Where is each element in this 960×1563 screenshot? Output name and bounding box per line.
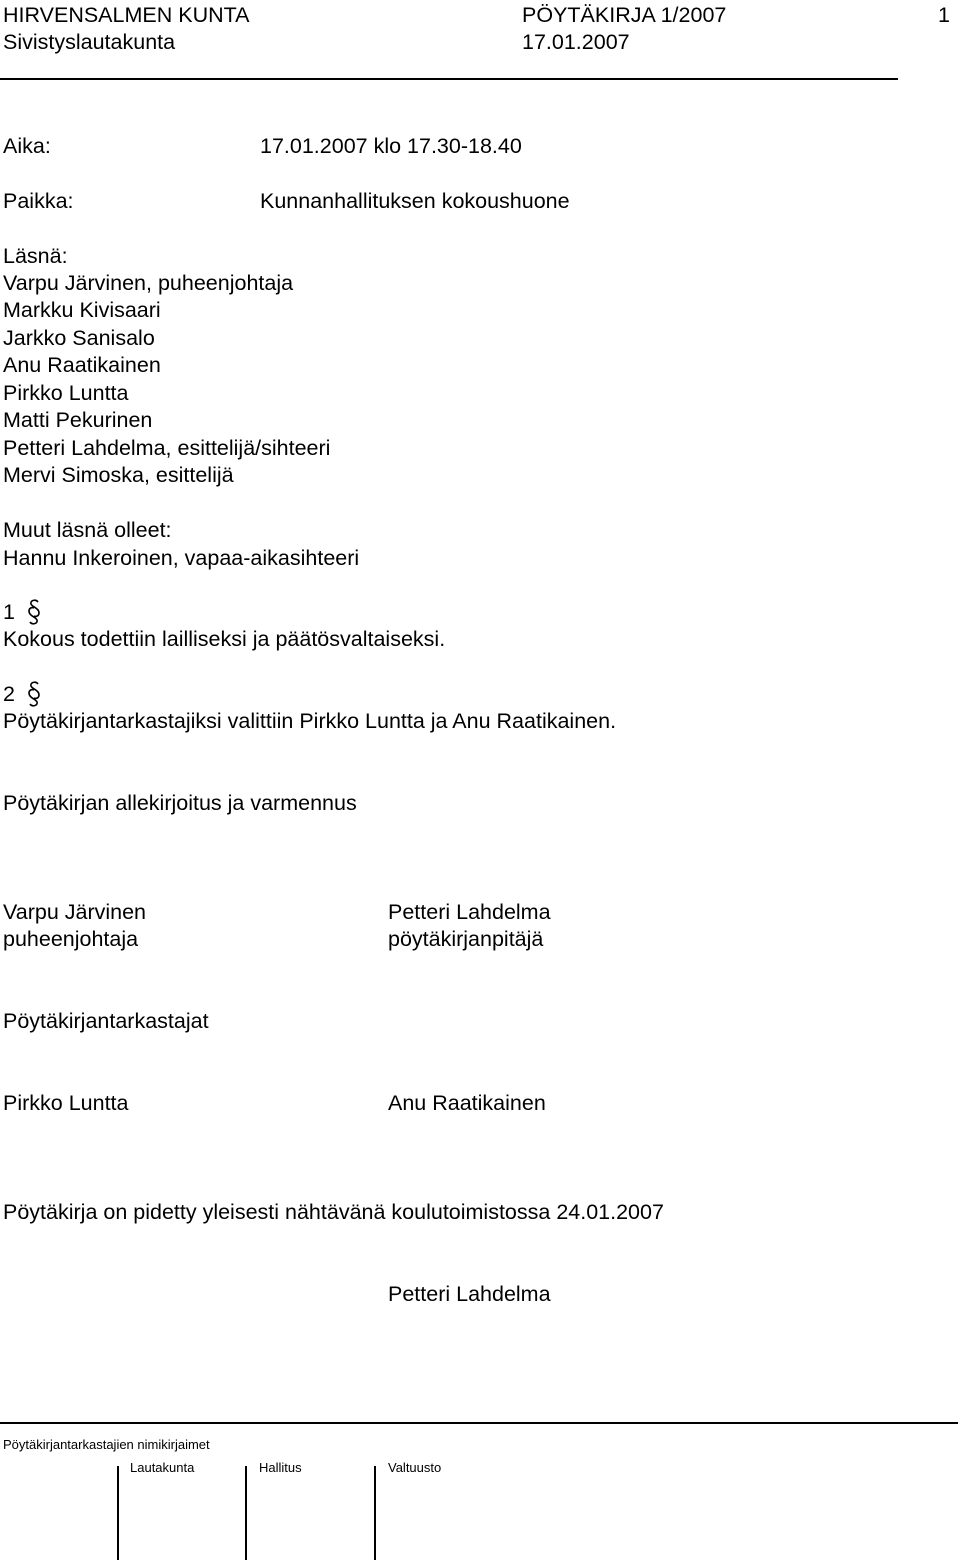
- secretary-role: pöytäkirjanpitäjä: [388, 927, 544, 951]
- attendee: Matti Pekurinen: [3, 408, 153, 432]
- org-name: HIRVENSALMEN KUNTA: [3, 3, 250, 27]
- inspector-name: Pirkko Luntta: [3, 1091, 129, 1115]
- others-label: Muut läsnä olleet:: [3, 518, 172, 542]
- page-number: 1: [938, 3, 950, 27]
- footer-column-label: Valtuusto: [388, 1460, 442, 1475]
- attendee: Mervi Simoska, esittelijä: [3, 463, 234, 487]
- notice-text: Pöytäkirja on pidetty yleisesti nähtävänä koulutoimistossa 24.01.2007: [3, 1200, 664, 1224]
- place-label: Paikka:: [3, 189, 74, 213]
- footer-column-label: Lautakunta: [130, 1460, 195, 1475]
- attendee: Petteri Lahdelma, esittelijä/sihteeri: [3, 436, 331, 460]
- time-label: Aika:: [3, 134, 51, 158]
- section-number: [3, 681, 41, 709]
- inspector-name: Anu Raatikainen: [388, 1091, 546, 1115]
- signature-heading: Pöytäkirjan allekirjoitus ja varmennus: [3, 791, 357, 815]
- document-title: PÖYTÄKIRJA 1/2007: [522, 3, 727, 27]
- section-number: [3, 599, 41, 627]
- initials-divider: [117, 1466, 119, 1560]
- attendee: Varpu Järvinen, puheenjohtaja: [3, 271, 294, 295]
- attendees-label: Läsnä:: [3, 244, 68, 268]
- section-sign-icon: [27, 599, 41, 625]
- other-attendee: Hannu Inkeroinen, vapaa-aikasihteeri: [3, 546, 360, 570]
- chair-role: puheenjohtaja: [3, 927, 139, 951]
- footer-rule: [0, 1422, 958, 1424]
- section-2-text: Pöytäkirjantarkastajiksi valittiin Pirkko Luntta ja Anu Raatikainen.: [3, 709, 617, 733]
- section-1-text: Kokous todettiin lailliseksi ja päätösvaltaiseksi.: [3, 627, 446, 651]
- chair-name: Varpu Järvinen: [3, 900, 147, 924]
- secretary-name: Petteri Lahdelma: [388, 900, 551, 924]
- initials-divider: [374, 1466, 376, 1560]
- inspectors-heading: Pöytäkirjantarkastajat: [3, 1009, 209, 1033]
- board-name: Sivistyslautakunta: [3, 30, 176, 54]
- attendee: Markku Kivisaari: [3, 298, 161, 322]
- header-rule: [0, 78, 898, 80]
- initials-label: Pöytäkirjantarkastajien nimikirjaimet: [3, 1437, 210, 1452]
- attendee: Jarkko Sanisalo: [3, 326, 155, 350]
- initials-divider: [245, 1466, 247, 1560]
- header-date: 17.01.2007: [522, 30, 630, 54]
- time-value: 17.01.2007 klo 17.30-18.40: [260, 134, 522, 158]
- place-value: Kunnanhallituksen kokoushuone: [260, 189, 570, 213]
- attendee: Pirkko Luntta: [3, 381, 129, 405]
- attendee: Anu Raatikainen: [3, 353, 161, 377]
- section-2-number: 2: [3, 682, 15, 706]
- section-1-number: 1: [3, 600, 15, 624]
- notice-signer: Petteri Lahdelma: [388, 1282, 551, 1306]
- section-sign-icon: [27, 681, 41, 707]
- footer-column-label: Hallitus: [259, 1460, 302, 1475]
